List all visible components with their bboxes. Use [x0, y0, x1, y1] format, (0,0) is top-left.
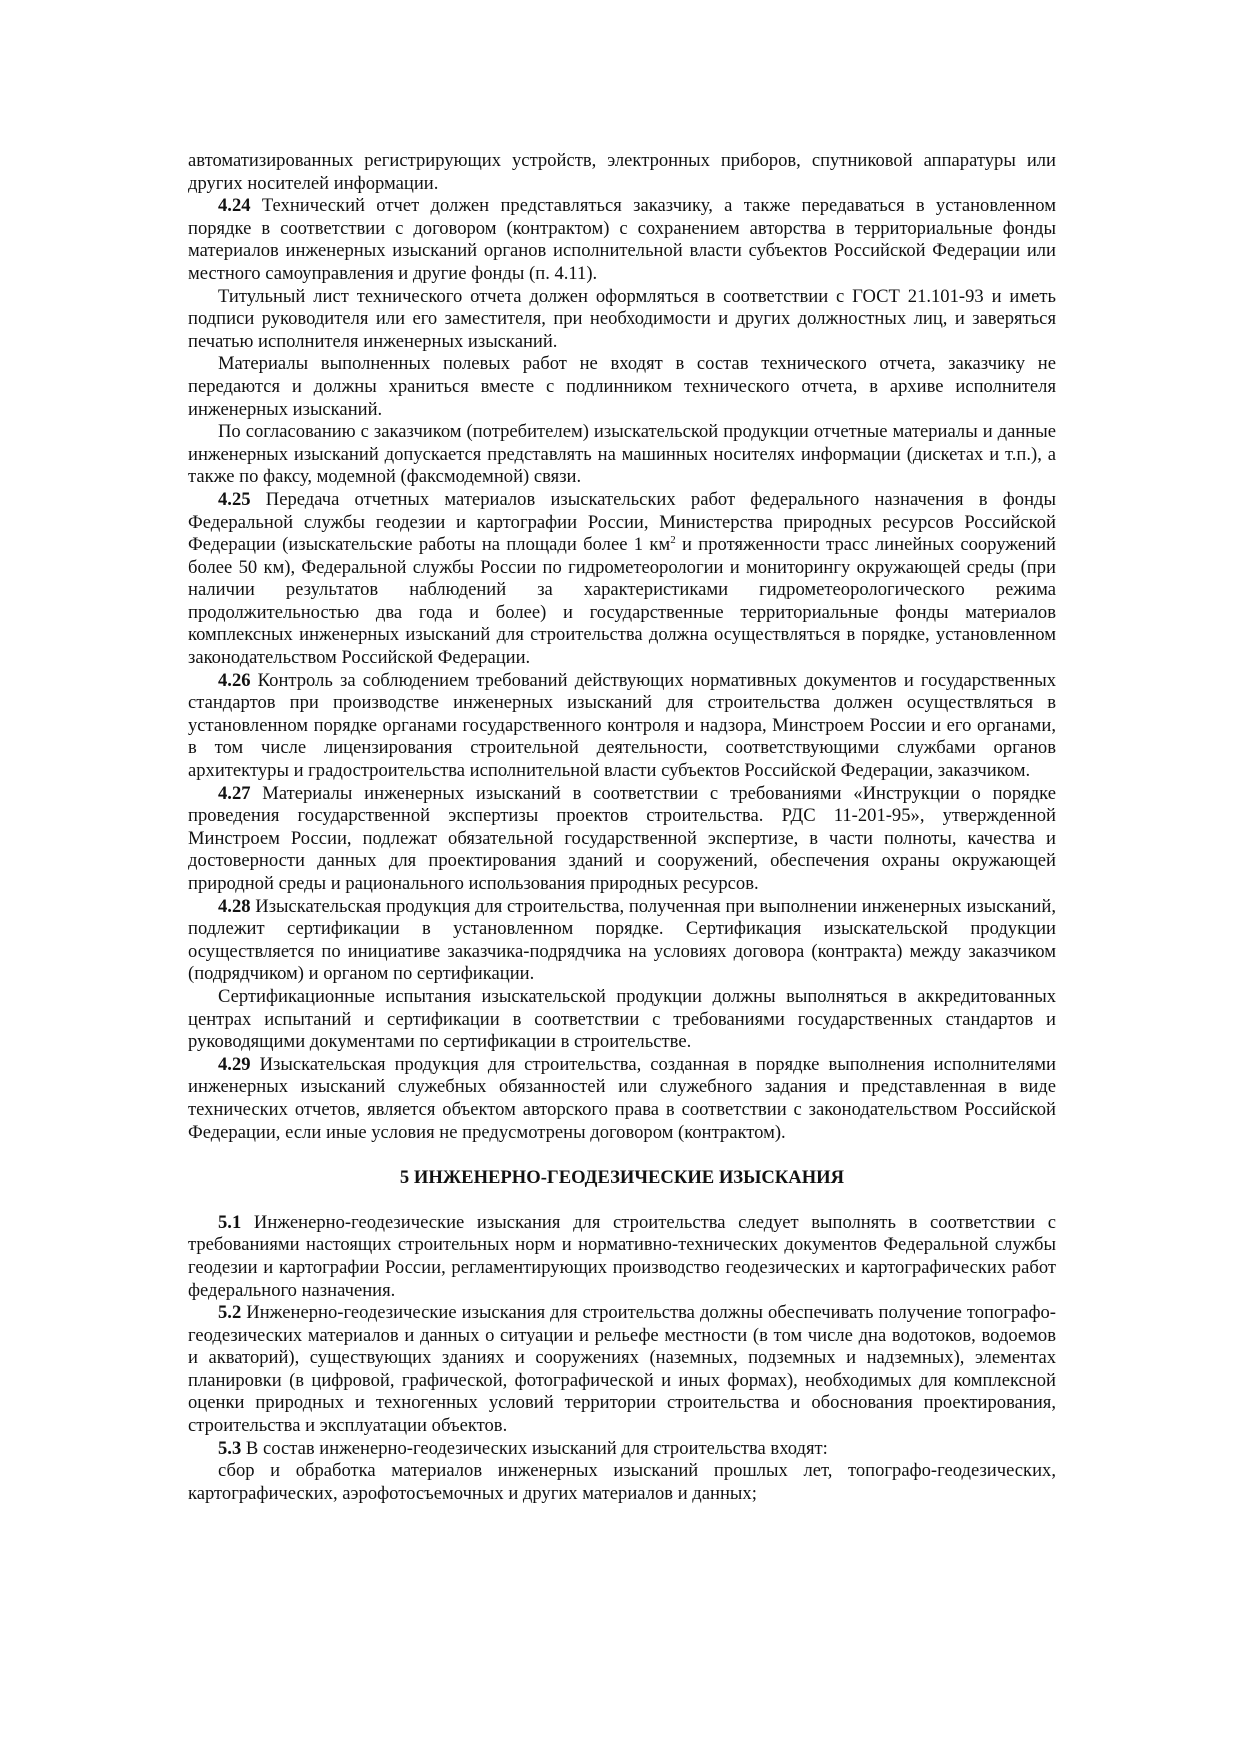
- clause-number: 4.25: [218, 488, 251, 510]
- clause-4-25: [188, 489, 1056, 670]
- clause-text: Материалы инженерных изысканий в соответствии с требованиями «Инструкции о порядке проведения государственной экспертизы проектов строительства. РДС 11-201-95», утвержденной Минстроем России, подлежат обязательной государственной экспертизе, в части полноты, качества и достоверности данных для проектирования зданий и сооружений, обеспечения охраны окружающей природной среды и рационального использования природных ресурсов.: [188, 782, 1056, 894]
- clause-4-29: [188, 1054, 1056, 1144]
- clause-4-24: [188, 195, 1056, 285]
- clause-number: 4.29: [218, 1053, 251, 1075]
- clause-text: В состав инженерно-геодезических изысканий для строительства входят:: [241, 1437, 828, 1459]
- clause-number: 5.1: [218, 1211, 242, 1233]
- clause-text: Изыскательская продукция для строительства, созданная в порядке выполнения исполнителями инженерных изысканий служебных обязанностей или служебного задания и представленная в виде технических отчетов, является объектом авторского права в соответствии с законодательством Российской Федерации, если иные условия не предусмотрены договором (контрактом).: [188, 1053, 1056, 1143]
- paragraph-title-sheet: Титульный лист технического отчета должен оформляться в соответствии с ГОСТ 21.101-93 и иметь подписи руководителя или его заместителя, при необходимости и других должностных лиц, и заверяться печатью исполнителя инженерных изысканий.: [188, 285, 1056, 352]
- clause-number: 4.27: [218, 782, 251, 804]
- clause-text: Изыскательская продукция для строительства, полученная при выполнении инженерных изысканий, подлежит сертификации в установленном порядке. Сертификация изыскательской продукции осуществляется по инициативе заказчика-подрядчика на условиях договора (контракта) между заказчиком (подрядчиком) и органом по сертификации.: [188, 895, 1056, 985]
- clause-text: Инженерно-геодезические изыскания для строительства должны обеспечивать получение топографо-геодезических материалов и данных о ситуации и рельефе местности (в том числе дна водотоков, водоемов и акваторий), существующих зданиях и сооружениях (наземных, подземных и надземных), элементах планировки (в цифровой, графической, фотографической и иных формах), необходимых для комплексной оценки природных и техногенных условий территории строительства и обоснования проектирования, строительства и эксплуатации объектов.: [188, 1302, 1056, 1437]
- clause-number: 5.3: [218, 1437, 242, 1459]
- clause-5-2: [188, 1302, 1056, 1438]
- clause-5-1: [188, 1212, 1056, 1302]
- section-heading: 5 ИНЖЕНЕРНО-ГЕОДЕЗИЧЕСКИЕ ИЗЫСКАНИЯ: [399, 1167, 845, 1189]
- paragraph-machine-media: По согласованию с заказчиком (потребителем) изыскательской продукции отчетные материалы и данные инженерных изысканий допускается представлять на машинных носителях информации (дискетах и т.п.), а также по факсу, модемной (факсмодемной) связи.: [188, 421, 1056, 488]
- clause-text-cont: и протяженности трасс линейных сооружений более 50 км), Федеральной службы России по гидрометеорологии и мониторингу окружающей среды (при наличии результатов наблюдений за характеристиками гидрометеорологического режима продолжительностью два года и более) и государственные территориальные фонды материалов комплексных инженерных изысканий для строительства должна осуществляться в порядке, установленном законодательством Российской Федерации.: [188, 534, 1056, 669]
- clause-number: 4.24: [218, 195, 251, 217]
- clause-4-28: [188, 896, 1056, 986]
- clause-text: Инженерно-геодезические изыскания для строительства следует выполнять в соответствии с требованиями настоящих строительных норм и нормативно-технических документов Федеральной службы геодезии и картографии России, регламентирующих производство геодезических и картографических работ федерального назначения.: [188, 1211, 1056, 1301]
- clause-4-27: [188, 783, 1056, 896]
- paragraph-continuation: автоматизированных регистрирующих устройств, электронных приборов, спутниковой аппаратуры или других носителей информации.: [188, 150, 1056, 194]
- clause-text: Технический отчет должен представляться заказчику, а также передаваться в установленном порядке в соответствии с договором (контрактом) с сохранением авторства в территориальные фонды материалов инженерных изысканий органов исполнительной власти субъектов Российской Федерации или местного самоуправления и другие фонды (п. 4.11).: [188, 195, 1056, 284]
- clause-number: 4.28: [218, 895, 251, 917]
- paragraph-field-materials: Материалы выполненных полевых работ не входят в состав технического отчета, заказчику не передаются и должны храниться вместе с подлинником технического отчета, в архиве исполнителя инженерных изысканий.: [188, 353, 1056, 420]
- clause-text: Передача отчетных материалов изыскательских работ федерального назначения в фонды Федеральной службы геодезии и картографии России, Министерства природных ресурсов Российской Федерации (изыскательские работы на площади более 1 км: [188, 488, 1056, 556]
- document-page: [188, 150, 1056, 1505]
- clause-number: 5.2: [218, 1302, 242, 1324]
- superscript: 2: [670, 533, 676, 546]
- clause-text: Контроль за соблюдением требований действующих нормативных документов и государственных стандартов при производстве инженерных изысканий для строительства должен осуществляться в установленном порядке органами государственного контроля и надзора, Минстроем России и его органами, в том числе лицензирования строительной деятельности, соответствующими службами органов архитектуры и градостроительства исполнительной власти субъектов Российской Федерации, заказчиком.: [188, 669, 1056, 782]
- clause-number: 4.26: [218, 669, 251, 691]
- list-item-collection: сбор и обработка материалов инженерных изысканий прошлых лет, топографо-геодезических, картографических, аэрофотосъемочных и других материалов и данных;: [188, 1460, 1056, 1504]
- clause-4-26: [188, 670, 1056, 783]
- clause-5-3: [188, 1438, 1056, 1461]
- paragraph-certification-tests: Сертификационные испытания изыскательской продукции должны выполняться в аккредитованных центрах испытаний и сертификации в соответствии с требованиями государственных стандартов и руководящими документами по сертификации в строительстве.: [188, 985, 1056, 1053]
